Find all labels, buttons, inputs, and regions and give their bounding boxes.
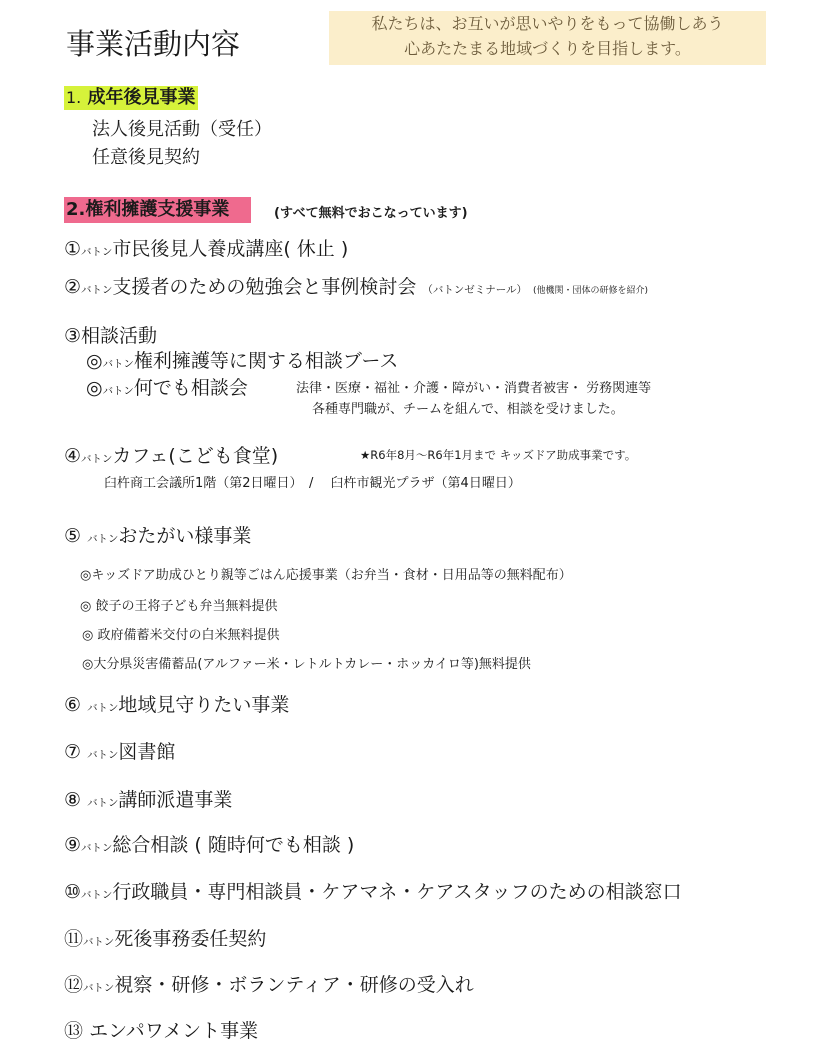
motto-line-1: 私たちは、お互いが思いやりをもって協働しあう [371,14,724,33]
list-item: ⑫バトン視察・研修・ボランティア・研修の受入れ [64,974,474,996]
motto-box [329,11,766,65]
section2-heading: 2.権利擁護支援事業 [64,197,251,223]
list-item: ④バトンカフェ(こども食堂) [64,445,279,467]
list-sub-item: ◎キッズドア助成ひとり親等ごはん応援事業（お弁当・食材・日用品等の無料配布） [80,568,572,583]
page-title: 事業活動内容 [66,27,241,61]
list-sub-item: ◎ 政府備蓄米交付の白米無料提供 [82,628,280,643]
list-item: ⑥ バトン地域見守りたい事業 [64,694,290,716]
consult-note-2: 各種専門職が、チームを組んで、相談を受けました。 [312,402,624,417]
list-item: ⑦ バトン図書館 [64,741,176,763]
list-item: ③相談活動 [64,325,158,347]
list-item: ⑤ バトンおたがい様事業 [64,525,252,547]
section1-item: 法人後見活動（受任） [92,119,272,140]
section1-heading [64,86,198,110]
section1-item: 任意後見契約 [92,147,200,168]
list-sub-item: ◎バトン何でも相談会 [86,377,248,399]
list-sub-item: ◎バトン権利擁護等に関する相談ブース [86,350,399,372]
list-item: ①バトン市民後見人養成講座( 休止 ) [64,238,349,260]
section2-note: (すべて無料でおこなっています) [274,206,468,221]
list-item: ⑨バトン総合相談 ( 随時何でも相談 ) [64,834,355,856]
list-item: ⑧ バトン講師派遣事業 [64,789,233,811]
consult-note: 法律・医療・福祉・介護・障がい・消費者被害・ 労務関連等 [296,381,652,396]
motto-line-2: 心あたたまる地域づくりを目指します。 [404,39,691,58]
list-sub-item: ◎ 餃子の王将子ども弁当無料提供 [80,599,278,614]
cafe-note: ★R6年8月～R6年1月まで キッズドア助成事業です。 [360,448,637,462]
list-sub-item: ◎大分県災害備蓄品(アルファー米・レトルトカレー・ホッカイロ等)無料提供 [82,657,531,672]
cafe-locations: 臼杵商工会議所1階（第2日曜日） / 臼杵市観光プラザ（第4日曜日） [104,476,521,491]
list-item: ⑩バトン行政職員・専門相談員・ケアマネ・ケアスタッフのための相談窓口 [64,881,682,903]
list-item: ⑬ エンパワメント事業 [64,1020,259,1042]
section1-title: 成年後見事業 [87,87,196,108]
section1-number: 1. [66,88,82,107]
list-item: ⑪バトン死後事務委任契約 [64,928,267,950]
list-item: ②バトン支援者のための勉強会と事例検討会 （バトンゼミナール） (他機関・団体の研修を紹介) [64,276,649,298]
